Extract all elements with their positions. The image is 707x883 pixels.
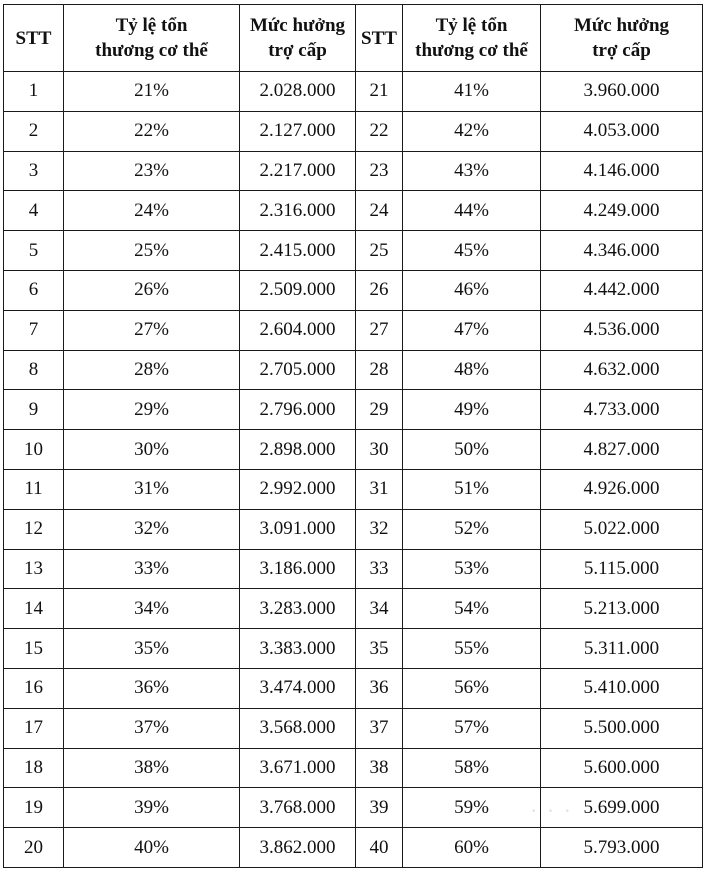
cell-right-stt: 34: [356, 589, 403, 629]
cell-right-rate: 52%: [403, 509, 541, 549]
table-header: [4, 5, 703, 72]
cell-left-amount: 2.028.000: [240, 72, 356, 112]
header-rate-right: [403, 5, 541, 72]
cell-left-stt: 19: [4, 788, 64, 828]
cell-right-amount: 4.442.000: [541, 270, 703, 310]
table-row: [4, 708, 703, 748]
header-stt-text: STT: [15, 27, 52, 49]
cell-right-stt: 35: [356, 629, 403, 669]
header-amount-line2: trợ cấp: [268, 40, 327, 61]
header-amount-line2: trợ cấp: [592, 40, 651, 61]
cell-left-amount: 3.186.000: [240, 549, 356, 589]
table-row: [4, 549, 703, 589]
cell-right-amount: 5.600.000: [541, 748, 703, 788]
cell-right-stt: 38: [356, 748, 403, 788]
cell-right-stt: 37: [356, 708, 403, 748]
cell-right-rate: 60%: [403, 828, 541, 868]
cell-left-amount: 3.568.000: [240, 708, 356, 748]
cell-right-stt: 27: [356, 310, 403, 350]
cell-left-amount: 2.604.000: [240, 310, 356, 350]
cell-left-amount: 2.509.000: [240, 270, 356, 310]
header-amount-right: [541, 5, 703, 72]
cell-left-rate: 24%: [64, 191, 240, 231]
header-stt-left: [4, 5, 64, 72]
table-row: [4, 509, 703, 549]
cell-right-rate: 59%: [403, 788, 541, 828]
table-body: [4, 72, 703, 868]
cell-left-rate: 33%: [64, 549, 240, 589]
cell-left-stt: 4: [4, 191, 64, 231]
table-row: [4, 469, 703, 509]
cell-right-rate: 53%: [403, 549, 541, 589]
cell-right-stt: 23: [356, 151, 403, 191]
cell-right-amount: 4.536.000: [541, 310, 703, 350]
cell-left-stt: 10: [4, 430, 64, 470]
cell-right-stt: 31: [356, 469, 403, 509]
cell-right-rate: 51%: [403, 469, 541, 509]
header-rate-left: [64, 5, 240, 72]
cell-left-amount: 2.127.000: [240, 111, 356, 151]
cell-right-rate: 45%: [403, 231, 541, 271]
cell-left-amount: 3.091.000: [240, 509, 356, 549]
table-row: [4, 748, 703, 788]
cell-right-amount: 4.827.000: [541, 430, 703, 470]
table-row: [4, 668, 703, 708]
cell-left-stt: 8: [4, 350, 64, 390]
cell-right-stt: 28: [356, 350, 403, 390]
cell-left-stt: 3: [4, 151, 64, 191]
cell-left-rate: 28%: [64, 350, 240, 390]
cell-left-stt: 11: [4, 469, 64, 509]
cell-right-amount: 5.115.000: [541, 549, 703, 589]
cell-right-amount: 4.346.000: [541, 231, 703, 271]
cell-left-rate: 22%: [64, 111, 240, 151]
cell-right-amount: 4.926.000: [541, 469, 703, 509]
cell-right-rate: 57%: [403, 708, 541, 748]
cell-left-stt: 7: [4, 310, 64, 350]
table-row: [4, 589, 703, 629]
cell-left-rate: 21%: [64, 72, 240, 112]
cell-left-amount: 3.768.000: [240, 788, 356, 828]
table-row: [4, 629, 703, 669]
header-rate-line2: thương cơ thể: [95, 40, 208, 61]
header-stt-text: STT: [361, 27, 397, 49]
table-row: [4, 111, 703, 151]
table-row: [4, 270, 703, 310]
cell-left-stt: 1: [4, 72, 64, 112]
cell-left-stt: 17: [4, 708, 64, 748]
cell-left-stt: 6: [4, 270, 64, 310]
table-row: [4, 151, 703, 191]
cell-right-amount: 5.699.000: [541, 788, 703, 828]
cell-left-stt: 16: [4, 668, 64, 708]
cell-left-amount: 3.283.000: [240, 589, 356, 629]
cell-right-amount: 5.500.000: [541, 708, 703, 748]
cell-left-stt: 9: [4, 390, 64, 430]
cell-right-amount: 4.146.000: [541, 151, 703, 191]
cell-left-stt: 15: [4, 629, 64, 669]
cell-right-stt: 26: [356, 270, 403, 310]
cell-right-stt: 24: [356, 191, 403, 231]
cell-left-stt: 18: [4, 748, 64, 788]
cell-left-rate: 25%: [64, 231, 240, 271]
cell-left-amount: 3.862.000: [240, 828, 356, 868]
cell-right-amount: 5.022.000: [541, 509, 703, 549]
cell-left-amount: 3.383.000: [240, 629, 356, 669]
cell-right-stt: 22: [356, 111, 403, 151]
header-amount-left: [240, 5, 356, 72]
header-row: [4, 5, 703, 72]
cell-right-stt: 32: [356, 509, 403, 549]
cell-left-rate: 30%: [64, 430, 240, 470]
table-row: [4, 72, 703, 112]
cell-right-rate: 41%: [403, 72, 541, 112]
cell-right-rate: 58%: [403, 748, 541, 788]
cell-right-stt: 36: [356, 668, 403, 708]
cell-left-stt: 5: [4, 231, 64, 271]
header-rate-line1: Tỷ lệ tổn: [435, 15, 508, 36]
cell-right-stt: 21: [356, 72, 403, 112]
table-row: [4, 430, 703, 470]
cell-left-stt: 2: [4, 111, 64, 151]
cell-left-stt: 20: [4, 828, 64, 868]
cell-right-rate: 48%: [403, 350, 541, 390]
cell-right-stt: 39: [356, 788, 403, 828]
cell-right-amount: 5.410.000: [541, 668, 703, 708]
table-row: [4, 231, 703, 271]
cell-right-rate: 42%: [403, 111, 541, 151]
watermark: · · ·: [530, 798, 573, 823]
cell-right-rate: 50%: [403, 430, 541, 470]
cell-left-amount: 2.415.000: [240, 231, 356, 271]
table-row: [4, 350, 703, 390]
cell-right-rate: 44%: [403, 191, 541, 231]
table-row: [4, 191, 703, 231]
cell-left-rate: 38%: [64, 748, 240, 788]
benefit-rate-table: [3, 4, 703, 868]
cell-right-amount: 4.249.000: [541, 191, 703, 231]
cell-right-amount: 4.733.000: [541, 390, 703, 430]
cell-left-rate: 37%: [64, 708, 240, 748]
cell-right-rate: 54%: [403, 589, 541, 629]
cell-right-rate: 47%: [403, 310, 541, 350]
cell-left-rate: 39%: [64, 788, 240, 828]
cell-left-rate: 34%: [64, 589, 240, 629]
cell-right-stt: 30: [356, 430, 403, 470]
cell-left-amount: 2.316.000: [240, 191, 356, 231]
cell-left-stt: 12: [4, 509, 64, 549]
cell-right-stt: 40: [356, 828, 403, 868]
cell-left-amount: 2.796.000: [240, 390, 356, 430]
cell-left-amount: 2.992.000: [240, 469, 356, 509]
cell-left-rate: 31%: [64, 469, 240, 509]
cell-right-amount: 3.960.000: [541, 72, 703, 112]
header-amount-line1: Mức hưởng: [573, 15, 670, 36]
cell-right-rate: 46%: [403, 270, 541, 310]
cell-right-amount: 4.053.000: [541, 111, 703, 151]
cell-right-rate: 43%: [403, 151, 541, 191]
cell-left-rate: 35%: [64, 629, 240, 669]
cell-right-amount: 4.632.000: [541, 350, 703, 390]
cell-left-amount: 2.898.000: [240, 430, 356, 470]
cell-left-amount: 2.217.000: [240, 151, 356, 191]
cell-right-stt: 25: [356, 231, 403, 271]
header-rate-line1: Tỷ lệ tổn: [115, 15, 188, 36]
cell-left-amount: 2.705.000: [240, 350, 356, 390]
cell-right-rate: 56%: [403, 668, 541, 708]
cell-left-rate: 29%: [64, 390, 240, 430]
table-row: [4, 788, 703, 828]
table-row: [4, 390, 703, 430]
cell-right-amount: 5.793.000: [541, 828, 703, 868]
table-row: [4, 310, 703, 350]
cell-left-rate: 32%: [64, 509, 240, 549]
cell-left-amount: 3.671.000: [240, 748, 356, 788]
cell-left-rate: 36%: [64, 668, 240, 708]
cell-left-rate: 26%: [64, 270, 240, 310]
cell-left-rate: 23%: [64, 151, 240, 191]
header-amount-line1: Mức hưởng: [249, 15, 346, 36]
cell-right-rate: 55%: [403, 629, 541, 669]
cell-left-stt: 13: [4, 549, 64, 589]
table-row: [4, 828, 703, 868]
cell-right-stt: 29: [356, 390, 403, 430]
cell-left-amount: 3.474.000: [240, 668, 356, 708]
header-stt-right: [356, 5, 403, 72]
cell-right-rate: 49%: [403, 390, 541, 430]
cell-right-stt: 33: [356, 549, 403, 589]
header-rate-line2: thương cơ thể: [415, 40, 528, 61]
cell-left-rate: 27%: [64, 310, 240, 350]
cell-left-stt: 14: [4, 589, 64, 629]
cell-left-rate: 40%: [64, 828, 240, 868]
cell-right-amount: 5.213.000: [541, 589, 703, 629]
cell-right-amount: 5.311.000: [541, 629, 703, 669]
